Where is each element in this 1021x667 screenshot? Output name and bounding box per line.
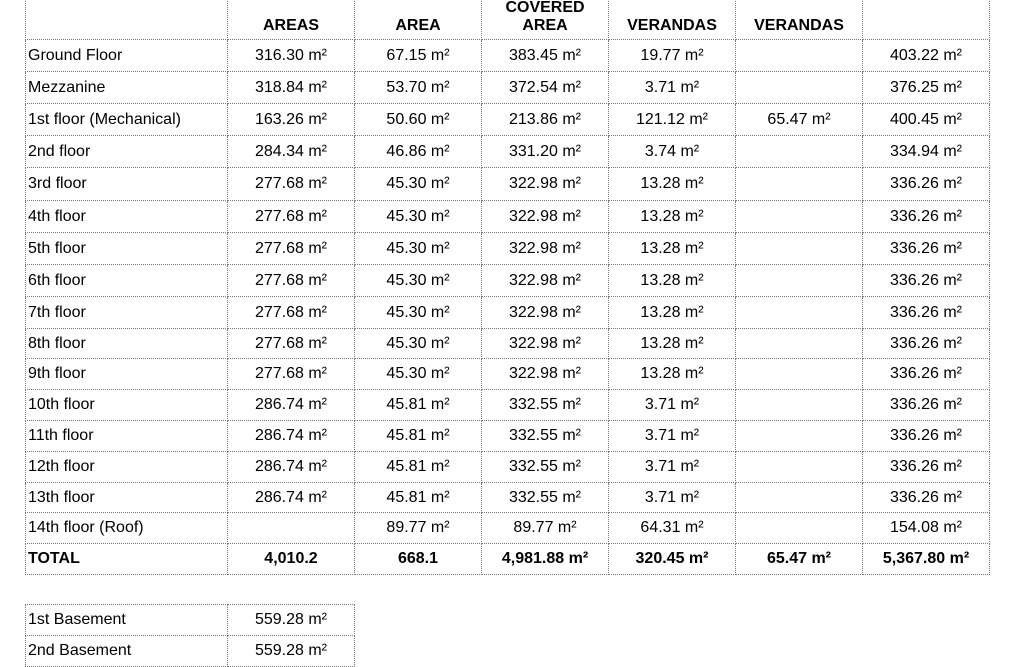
area-cell: 3.71 m² — [609, 421, 736, 452]
area-cell: 403.22 m² — [863, 40, 990, 72]
floor-label: 3rd floor — [26, 168, 228, 201]
floor-area-table-wrap — [25, 0, 990, 575]
basement-table — [25, 604, 355, 667]
area-cell: 336.26 m² — [863, 329, 990, 359]
area-cell: 331.20 m² — [482, 136, 609, 168]
table-row — [26, 329, 990, 359]
area-cell: 383.45 m² — [482, 40, 609, 72]
table-row — [26, 201, 990, 233]
area-cell: 163.26 m² — [228, 104, 355, 136]
area-cell: 322.98 m² — [482, 201, 609, 233]
area-cell — [736, 136, 863, 168]
area-cell: 3.71 m² — [609, 72, 736, 104]
area-cell: 322.98 m² — [482, 233, 609, 265]
area-cell — [736, 452, 863, 483]
floor-label: Mezzanine — [26, 72, 228, 104]
area-cell: 322.98 m² — [482, 168, 609, 201]
area-cell: 45.30 m² — [355, 329, 482, 359]
area-cell: 277.68 m² — [228, 297, 355, 329]
area-cell — [736, 168, 863, 201]
area-cell: 4,010.2 — [228, 544, 355, 575]
basement-table-body — [26, 605, 355, 667]
area-cell: 322.98 m² — [482, 329, 609, 359]
floor-label: Ground Floor — [26, 40, 228, 72]
area-cell: 336.26 m² — [863, 233, 990, 265]
area-cell: 336.26 m² — [863, 421, 990, 452]
basement-row — [26, 605, 355, 636]
area-cell — [736, 40, 863, 72]
table-row — [26, 168, 990, 201]
area-cell: 334.94 m² — [863, 136, 990, 168]
area-cell: 45.30 m² — [355, 265, 482, 297]
floor-label: 10th floor — [26, 390, 228, 421]
area-cell: 46.86 m² — [355, 136, 482, 168]
area-cell: 67.15 m² — [355, 40, 482, 72]
area-cell: 5,367.80 m² — [863, 544, 990, 575]
table-row — [26, 483, 990, 513]
area-cell: 277.68 m² — [228, 359, 355, 390]
basement-row — [26, 636, 355, 667]
total-label: TOTAL — [26, 544, 228, 575]
basement-table-wrap — [25, 604, 355, 667]
area-cell: 322.98 m² — [482, 297, 609, 329]
area-cell: 376.25 m² — [863, 72, 990, 104]
area-cell: 277.68 m² — [228, 201, 355, 233]
area-cell: 3.71 m² — [609, 452, 736, 483]
area-cell: 332.55 m² — [482, 421, 609, 452]
floor-label: 4th floor — [26, 201, 228, 233]
area-cell: 286.74 m² — [228, 483, 355, 513]
floor-label: 6th floor — [26, 265, 228, 297]
area-cell: 53.70 m² — [355, 72, 482, 104]
basement-label: 1st Basement — [26, 605, 228, 636]
table-row — [26, 40, 990, 72]
header-cell: COVERED AREA — [482, 0, 609, 40]
area-cell — [736, 359, 863, 390]
area-cell: 45.81 m² — [355, 483, 482, 513]
floor-label: 2nd floor — [26, 136, 228, 168]
area-cell: 45.81 m² — [355, 452, 482, 483]
header-cell: VERANDAS — [736, 0, 863, 40]
area-cell: 13.28 m² — [609, 359, 736, 390]
area-cell — [736, 233, 863, 265]
area-cell: 4,981.88 m² — [482, 544, 609, 575]
area-cell: 45.81 m² — [355, 390, 482, 421]
header-cell: AREAS — [228, 0, 355, 40]
floor-label: 1st floor (Mechanical) — [26, 104, 228, 136]
area-cell: 3.74 m² — [609, 136, 736, 168]
area-cell: 50.60 m² — [355, 104, 482, 136]
area-cell: 316.30 m² — [228, 40, 355, 72]
area-cell: 3.71 m² — [609, 483, 736, 513]
area-cell: 65.47 m² — [736, 104, 863, 136]
area-cell — [736, 297, 863, 329]
area-cell: 332.55 m² — [482, 452, 609, 483]
area-cell — [736, 265, 863, 297]
area-cell: 322.98 m² — [482, 265, 609, 297]
basement-label: 2nd Basement — [26, 636, 228, 667]
area-cell: 322.98 m² — [482, 359, 609, 390]
area-cell: 668.1 — [355, 544, 482, 575]
area-cell: 13.28 m² — [609, 201, 736, 233]
table-row — [26, 390, 990, 421]
area-cell: 336.26 m² — [863, 265, 990, 297]
area-cell: 13.28 m² — [609, 168, 736, 201]
area-cell: 372.54 m² — [482, 72, 609, 104]
area-cell: 320.45 m² — [609, 544, 736, 575]
area-cell: 89.77 m² — [482, 513, 609, 544]
area-cell: 277.68 m² — [228, 265, 355, 297]
area-cell: 277.68 m² — [228, 329, 355, 359]
table-row — [26, 72, 990, 104]
area-cell: 3.71 m² — [609, 390, 736, 421]
basement-area-cell: 559.28 m² — [228, 605, 355, 636]
floor-label: 13th floor — [26, 483, 228, 513]
area-cell: 336.26 m² — [863, 483, 990, 513]
area-cell: 121.12 m² — [609, 104, 736, 136]
table-row — [26, 233, 990, 265]
area-cell: 284.34 m² — [228, 136, 355, 168]
area-cell: 277.68 m² — [228, 168, 355, 201]
floor-label: 11th floor — [26, 421, 228, 452]
area-cell: 213.86 m² — [482, 104, 609, 136]
area-cell: 45.30 m² — [355, 201, 482, 233]
table-row — [26, 136, 990, 168]
area-cell: 13.28 m² — [609, 329, 736, 359]
table-row — [26, 359, 990, 390]
floor-area-table — [25, 0, 990, 575]
area-cell: 13.28 m² — [609, 297, 736, 329]
table-row — [26, 513, 990, 544]
area-cell: 286.74 m² — [228, 421, 355, 452]
area-cell: 89.77 m² — [355, 513, 482, 544]
area-cell — [736, 329, 863, 359]
area-cell: 336.26 m² — [863, 359, 990, 390]
area-cell: 45.81 m² — [355, 421, 482, 452]
area-cell — [736, 72, 863, 104]
area-cell: 13.28 m² — [609, 233, 736, 265]
floor-label: 14th floor (Roof) — [26, 513, 228, 544]
area-cell: 64.31 m² — [609, 513, 736, 544]
header-cell: AREA — [355, 0, 482, 40]
area-cell: 65.47 m² — [736, 544, 863, 575]
area-cell: 45.30 m² — [355, 359, 482, 390]
area-cell — [736, 201, 863, 233]
total-row — [26, 544, 990, 575]
area-cell: 336.26 m² — [863, 201, 990, 233]
area-cell — [736, 513, 863, 544]
area-cell: 13.28 m² — [609, 265, 736, 297]
area-cell: 318.84 m² — [228, 72, 355, 104]
header-cell: VERANDAS — [609, 0, 736, 40]
area-cell — [736, 390, 863, 421]
floor-label: 9th floor — [26, 359, 228, 390]
area-cell: 45.30 m² — [355, 297, 482, 329]
area-cell: 336.26 m² — [863, 297, 990, 329]
area-cell — [228, 513, 355, 544]
floor-label: 7th floor — [26, 297, 228, 329]
floor-label: 12th floor — [26, 452, 228, 483]
header-cell — [26, 0, 228, 40]
area-cell: 277.68 m² — [228, 233, 355, 265]
floor-label: 8th floor — [26, 329, 228, 359]
basement-area-cell: 559.28 m² — [228, 636, 355, 667]
table-row — [26, 297, 990, 329]
area-cell: 154.08 m² — [863, 513, 990, 544]
table-row — [26, 265, 990, 297]
area-cell: 286.74 m² — [228, 452, 355, 483]
area-cell: 45.30 m² — [355, 168, 482, 201]
area-cell: 336.26 m² — [863, 168, 990, 201]
area-cell: 336.26 m² — [863, 390, 990, 421]
header-cell — [863, 0, 990, 40]
table-row — [26, 452, 990, 483]
area-cell — [736, 421, 863, 452]
area-cell: 286.74 m² — [228, 390, 355, 421]
area-cell: 332.55 m² — [482, 390, 609, 421]
floor-label: 5th floor — [26, 233, 228, 265]
table-row — [26, 104, 990, 136]
table-row — [26, 421, 990, 452]
area-cell — [736, 483, 863, 513]
area-cell: 19.77 m² — [609, 40, 736, 72]
area-cell: 45.30 m² — [355, 233, 482, 265]
area-cell: 336.26 m² — [863, 452, 990, 483]
header-row — [26, 0, 990, 40]
area-cell: 332.55 m² — [482, 483, 609, 513]
floor-area-table-body — [26, 0, 990, 575]
area-cell: 400.45 m² — [863, 104, 990, 136]
